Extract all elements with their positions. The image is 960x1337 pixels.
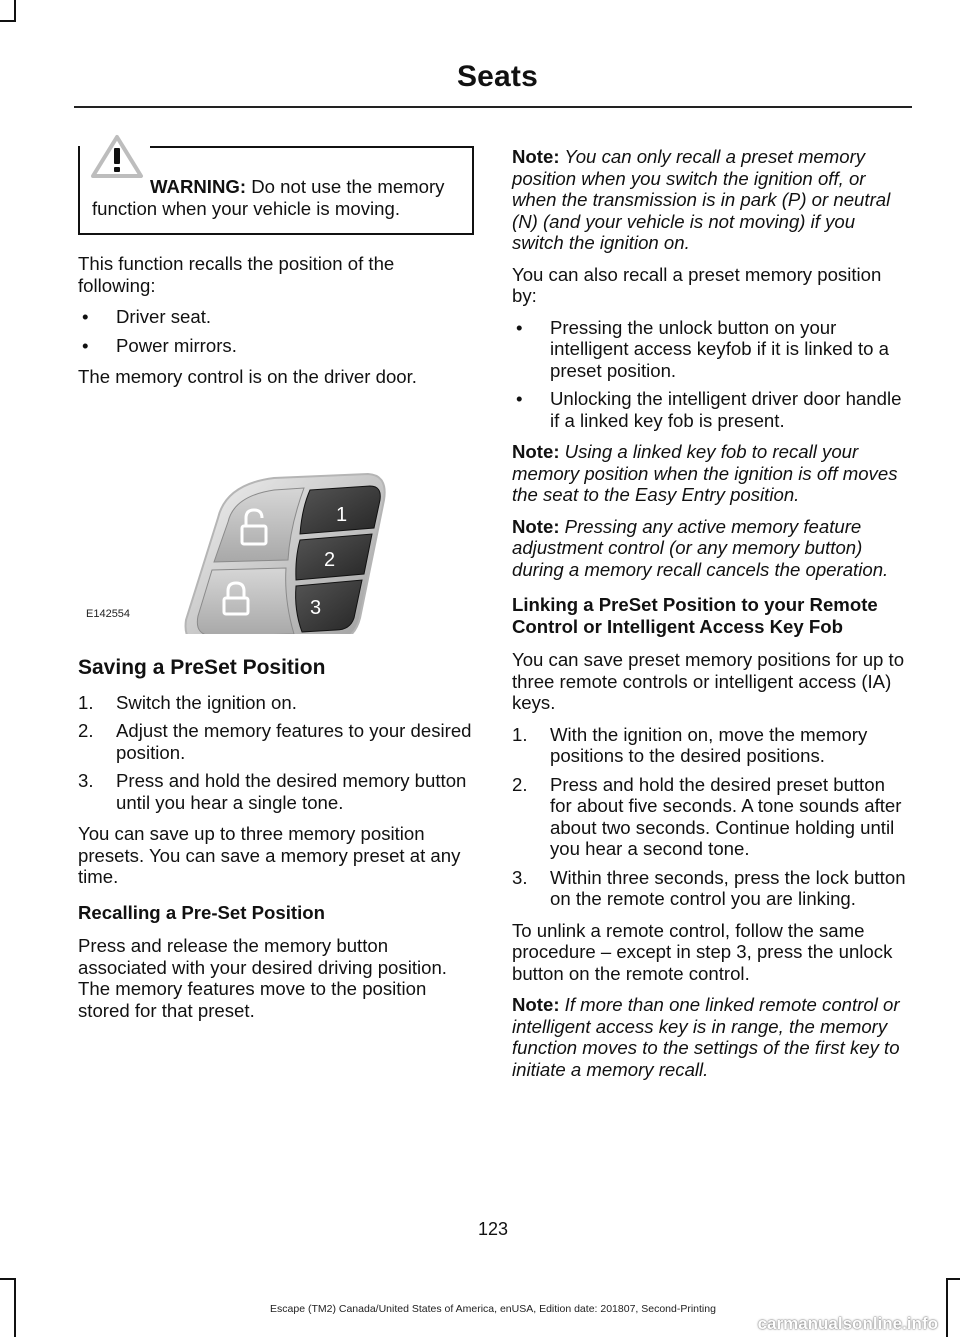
recalling-paragraph: Press and release the memory button associated with your desired driving position. The memory features move to the position stored for that preset. bbox=[78, 935, 447, 1021]
list-item: 2. Adjust the memory features to your desired position. bbox=[78, 720, 472, 763]
right-column bbox=[512, 146, 908, 1090]
list-item: 3. Within three seconds, press the lock button on the remote control you are linking. bbox=[512, 866, 906, 909]
warning-lead: WARNING: bbox=[150, 176, 247, 197]
unlink-paragraph: To unlink a remote control, follow the same procedure – except in step 3, press the unlock button on the remote control. bbox=[512, 919, 893, 984]
list-item: • Unlocking the intelligent driver door handle if a linked key fob is present. bbox=[512, 388, 908, 431]
recall-methods-list bbox=[512, 317, 908, 432]
memory-buttons-illustration bbox=[78, 398, 474, 634]
linking-heading: Linking a PreSet Position to your Remote Control or Intelligent Access Key Fob bbox=[512, 594, 878, 637]
header-divider bbox=[74, 106, 912, 108]
memory-button-2-label: 2 bbox=[324, 548, 336, 571]
saving-heading: Saving a PreSet Position bbox=[78, 655, 326, 679]
saving-after-paragraph: You can save up to three memory position presets. You can save a memory preset at any time. bbox=[78, 823, 461, 887]
memory-button-1-label: 1 bbox=[336, 503, 348, 526]
list-item: 3. Press and hold the desired memory button until you hear a single tone. bbox=[78, 770, 467, 813]
saving-steps bbox=[78, 692, 474, 814]
memory-control-figure bbox=[78, 398, 474, 634]
note-paragraph: Note: You can only recall a preset memory position when you switch the ignition off, or when the transmission is in park (P) or neutral (N) (and your vehicle is not moving) if you switch the ignition on. bbox=[512, 146, 891, 253]
page-number: 123 bbox=[477, 1219, 509, 1239]
left-column bbox=[78, 146, 474, 1031]
recall-list bbox=[78, 306, 474, 356]
warning-text bbox=[92, 176, 458, 219]
intro-paragraph: This function recalls the position of the following: bbox=[78, 253, 395, 296]
list-item: 1. With the ignition on, move the memory positions to the desired positions. bbox=[512, 723, 868, 766]
location-paragraph: The memory control is on the driver door. bbox=[78, 366, 417, 387]
warning-box bbox=[78, 146, 474, 235]
crop-mark bbox=[946, 1278, 960, 1280]
page-footer: Escape (TM2) Canada/United States of America, enUSA, Edition date: 201807, Second-Printing bbox=[270, 1303, 716, 1315]
crop-mark bbox=[0, 1278, 14, 1280]
linking-steps bbox=[512, 724, 908, 910]
note-paragraph: Note: Pressing any active memory feature adjustment control (or any memory button) during a memory recall cancels the operation. bbox=[512, 515, 889, 580]
list-item: 2. Press and hold the desired preset button for about five seconds. A tone sounds after about two seconds. Continue holding until you hear a second tone. bbox=[512, 773, 902, 859]
memory-button-3-label: 3 bbox=[310, 596, 322, 619]
recalling-heading: Recalling a Pre-Set Position bbox=[78, 901, 325, 923]
warning-triangle-icon bbox=[90, 134, 144, 180]
warning-body: Do not use the memory function when your vehicle is moving. bbox=[92, 176, 445, 219]
note-paragraph: Note: Using a linked key fob to recall your memory position when the ignition is off moves the seat to the Easy Entry position. bbox=[512, 441, 898, 505]
page-title: Seats bbox=[456, 60, 538, 93]
list-item: • Driver seat. bbox=[78, 306, 474, 328]
crop-mark bbox=[14, 0, 16, 22]
watermark: carmanualsonline.info bbox=[757, 1314, 938, 1333]
figure-id: E142554 bbox=[86, 608, 131, 620]
linking-intro: You can save preset memory positions for up to three remote controls or intelligent access (IA) keys. bbox=[512, 649, 905, 713]
list-item: 1. Switch the ignition on. bbox=[78, 691, 297, 713]
also-paragraph: You can also recall a preset memory position by: bbox=[512, 263, 882, 306]
crop-mark bbox=[0, 20, 14, 22]
warning-box-border bbox=[150, 146, 474, 148]
list-item: • Power mirrors. bbox=[78, 335, 474, 357]
note-paragraph: Note: If more than one linked remote control or intelligent access key is in range, the memory function moves to the settings of the first key to initiate a memory recall. bbox=[512, 994, 900, 1080]
list-item: • Pressing the unlock button on your intelligent access keyfob if it is linked to a preset position. bbox=[512, 317, 908, 382]
